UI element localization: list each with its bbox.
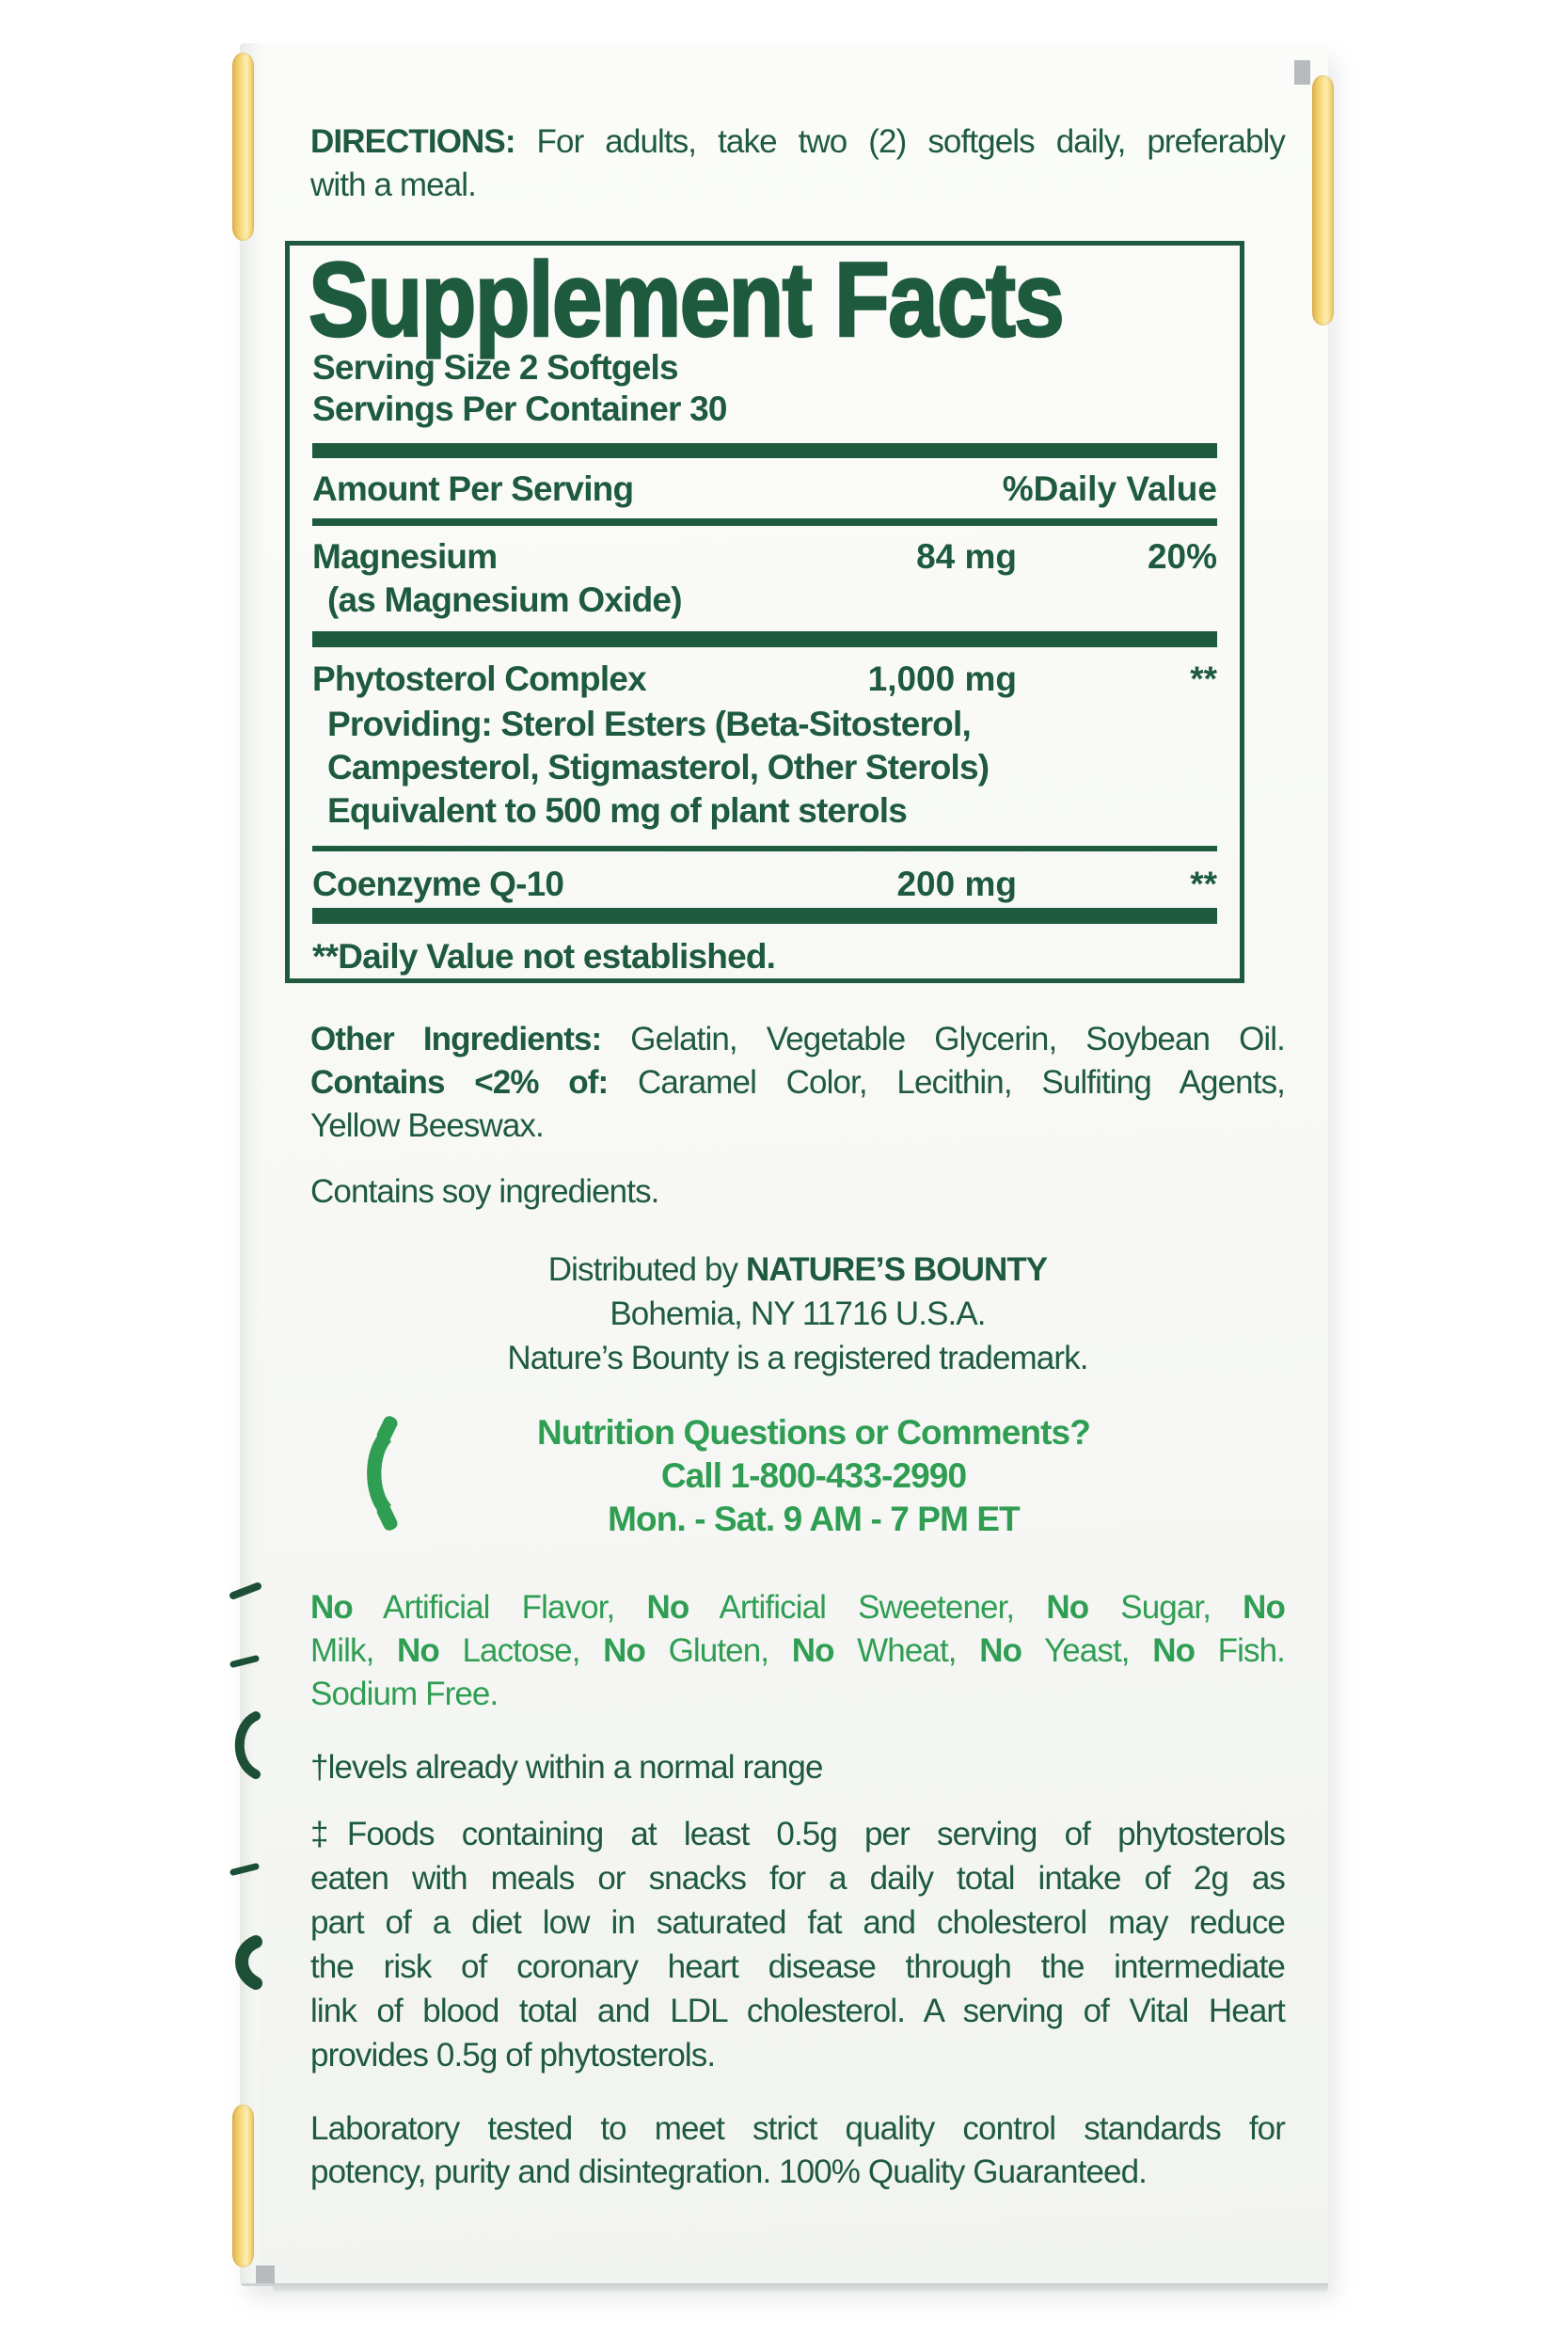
contact-phone-number: Call 1-800-433-2990	[660, 1456, 967, 1495]
contact-hours: Mon. - Sat. 9 AM - 7 PM ET	[608, 1500, 1020, 1538]
contact-block	[339, 1411, 1289, 1541]
nutrient-subline: (as Magnesium Oxide)	[327, 580, 682, 619]
column-header-row	[290, 469, 1240, 513]
nutrient-name: Coenzyme Q-10	[312, 865, 564, 903]
package-tab-top-right	[1294, 60, 1310, 85]
nutrient-dv: **	[1190, 865, 1217, 903]
nutrient-amount: 84 mg	[916, 537, 1017, 576]
divider-rule	[312, 846, 1217, 851]
thick-divider-bar	[312, 631, 1217, 647]
nutrient-name: Phytosterol Complex	[312, 660, 646, 698]
nutrient-row-phytosterol-complex	[290, 660, 1240, 703]
distributor-address: Bohemia, NY 11716 U.S.A.	[610, 1295, 986, 1332]
distributor-trademark: Nature’s Bounty is a registered trademark.	[507, 1340, 1088, 1376]
divider-rule	[312, 518, 1217, 526]
supplement-facts-box	[285, 241, 1244, 983]
distributor-info	[310, 1248, 1285, 1380]
nutrient-subline: Providing: Sterol Esters (Beta-Sitosterol,	[327, 705, 971, 743]
supplement-facts-title: Supplement Facts	[309, 241, 1064, 358]
product-claims-text: No Artificial Flavor, No Artificial Sweetener, No Sugar, No Milk, No Lactose, No Gluten, No Wheat, No Yeast, No Fish. Sodium Free.	[310, 1589, 1286, 1712]
servings-per-container: Servings Per Container 30	[312, 389, 727, 428]
dagger-footnote: †levels already within a normal range	[310, 1749, 823, 1786]
yellow-edge-strip-top-left	[232, 53, 254, 241]
quality-statement: Laboratory tested to meet strict quality control standards for potency, purity and disintegration. 100% Quality Guaranteed.	[310, 2110, 1285, 2190]
distributor-prefix: Distributed by	[547, 1251, 746, 1288]
yellow-edge-strip-top-right	[1312, 75, 1334, 326]
nutrient-dv: **	[1190, 660, 1217, 698]
contact-question: Nutrition Questions or Comments?	[537, 1413, 1090, 1452]
package-tab-bottom-left	[256, 2265, 275, 2283]
nutrient-amount: 200 mg	[896, 865, 1017, 903]
nutrient-subline: Campesterol, Stigmasterol, Other Sterols)	[327, 748, 990, 787]
fold-print-fragments	[224, 1573, 263, 1996]
daily-value-footnote: **Daily Value not established.	[312, 937, 776, 976]
other-ingredients-text: Other Ingredients: Gelatin, Vegetable Glycerin, Soybean Oil. Contains <2% of: Caramel Color, Lecithin, Sulfiting Agents, Yellow Beeswax.	[310, 1021, 1286, 1144]
panel-bottom-shadow	[273, 2283, 1328, 2292]
soy-allergen-text: Contains soy ingredients.	[310, 1173, 659, 1210]
yellow-edge-strip-bottom-left	[232, 2105, 254, 2267]
nutrient-name: Magnesium	[312, 537, 498, 576]
directions-text: DIRECTIONS: For adults, take two (2) softgels daily, preferably with a meal.	[310, 123, 1285, 203]
nutrient-dv: 20%	[1147, 537, 1217, 576]
serving-size: Serving Size 2 Softgels	[312, 348, 678, 387]
distributor-brand: NATURE’S BOUNTY	[745, 1251, 1048, 1288]
daily-value-header: %Daily Value	[1002, 469, 1217, 508]
double-dagger-footnote: ‡Foods containing at least 0.5g per serving of phytosterols eaten with meals or snacks for a daily total intake of 2g as part of a diet low in saturated fat and cholesterol may reduce the risk of coronary heart disease through the intermediate link of blood total and LDL cholesterol. A serving of Vital Heart provides 0.5g of phytosterols.	[310, 1816, 1285, 2074]
nutrient-subline: Equivalent to 500 mg of plant sterols	[327, 791, 907, 830]
nutrient-amount: 1,000 mg	[867, 660, 1017, 698]
thick-divider-bar	[312, 443, 1217, 458]
thick-divider-bar	[312, 908, 1217, 924]
amount-per-serving-header: Amount Per Serving	[312, 469, 634, 508]
nutrient-row-coenzyme-q10	[290, 865, 1240, 908]
nutrient-row-magnesium	[290, 537, 1240, 580]
